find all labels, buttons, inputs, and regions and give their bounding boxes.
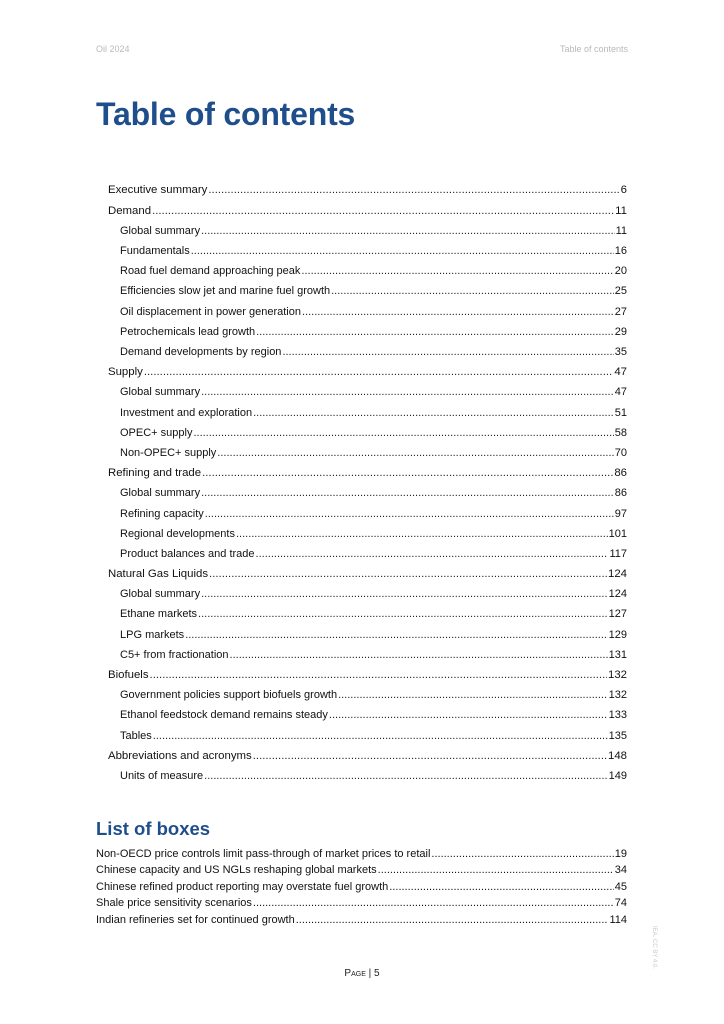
toc-page-number: 25: [614, 285, 627, 298]
toc-page-number: 117: [609, 547, 627, 560]
toc-page-number: 132: [608, 689, 627, 702]
list-of-boxes-title: List of boxes: [96, 818, 211, 839]
box-entry-title: Indian refineries set for continued growth: [96, 913, 295, 926]
dot-leader: [201, 386, 614, 398]
dot-leader: [144, 366, 613, 378]
toc-section-link[interactable]: [108, 689, 627, 709]
toc-section-link[interactable]: [108, 346, 627, 366]
box-list-link[interactable]: [96, 914, 627, 930]
toc-page-number: 148: [607, 749, 627, 762]
toc-page-number: 132: [607, 668, 627, 681]
dot-leader: [256, 326, 614, 338]
dot-leader: [296, 914, 609, 926]
toc-entry-title: Refining capacity: [120, 507, 204, 520]
toc-entry-title: Natural Gas Liquids: [108, 567, 209, 580]
toc-page-number: 20: [614, 265, 627, 278]
box-list-link[interactable]: [96, 848, 627, 864]
dot-leader: [150, 669, 607, 681]
toc-entry-title: Refining and trade: [108, 466, 202, 479]
dot-leader: [253, 750, 607, 762]
toc-section-link[interactable]: [108, 407, 627, 427]
toc-chapter-link[interactable]: [108, 467, 627, 488]
toc-page-number: 131: [608, 648, 627, 661]
toc-page-number: 127: [608, 608, 627, 621]
toc-section-link[interactable]: [108, 588, 627, 608]
dot-leader: [191, 245, 614, 257]
toc-chapter-link[interactable]: [108, 750, 627, 771]
toc-section-link[interactable]: [108, 427, 627, 447]
dot-leader: [302, 306, 614, 318]
dot-leader: [152, 205, 614, 217]
dot-leader: [378, 864, 614, 876]
dot-leader: [202, 467, 613, 479]
box-entry-title: Chinese capacity and US NGLs reshaping global markets: [96, 864, 377, 877]
toc-page-number: 35: [614, 345, 627, 358]
dot-leader: [153, 730, 608, 742]
toc-entry-title: Global summary: [120, 386, 201, 399]
toc-page-number: 16: [614, 245, 627, 258]
dot-leader: [331, 285, 614, 297]
box-list-link[interactable]: [96, 881, 627, 897]
toc-section-link[interactable]: [108, 730, 627, 750]
dot-leader: [236, 528, 608, 540]
toc-section-link[interactable]: [108, 285, 627, 305]
running-header-section: Table of contents: [559, 44, 628, 54]
box-list-link[interactable]: [96, 864, 627, 880]
toc-section-link[interactable]: [108, 770, 627, 790]
toc-page-number: 6: [620, 184, 627, 196]
dot-leader: [204, 770, 607, 782]
toc-entry-title: Oil displacement in power generation: [120, 305, 301, 318]
dot-leader: [389, 881, 613, 893]
toc-entry-title: Demand developments by region: [120, 345, 282, 358]
toc-section-link[interactable]: [108, 508, 627, 528]
toc-page-number: 47: [614, 365, 627, 378]
toc-entry-title: Efficiencies slow jet and marine fuel growth: [120, 285, 331, 298]
toc-page-number: 149: [608, 770, 627, 783]
box-page-number: 34: [614, 864, 627, 877]
dot-leader: [253, 897, 614, 909]
page-footer: [0, 968, 724, 979]
toc-page-number: 58: [614, 426, 627, 439]
box-page-number: 45: [614, 880, 627, 893]
toc-entry-title: Abbreviations and acronyms: [108, 749, 252, 762]
dot-leader: [338, 689, 608, 701]
toc-section-link[interactable]: [108, 548, 627, 568]
toc-entry-title: Non-OPEC+ supply: [120, 446, 217, 459]
toc-section-link[interactable]: [108, 608, 627, 628]
toc-chapter-link[interactable]: [108, 184, 627, 205]
toc-entry-title: Global summary: [120, 588, 201, 601]
toc-section-link[interactable]: [108, 629, 627, 649]
page-title: Table of contents: [96, 96, 356, 132]
toc-section-link[interactable]: [108, 528, 627, 548]
dot-leader: [329, 709, 608, 721]
toc-entry-title: Petrochemicals lead growth: [120, 325, 256, 338]
toc-section-link[interactable]: [108, 709, 627, 729]
toc-page-number: 124: [608, 588, 627, 601]
toc-page-number: 86: [614, 487, 627, 500]
toc-page-number: 97: [614, 507, 627, 520]
toc-entry-title: Ethanol feedstock demand remains steady: [120, 709, 328, 722]
list-of-boxes: [96, 848, 627, 930]
dot-leader: [209, 568, 607, 580]
toc-page-number: 29: [614, 325, 627, 338]
dot-leader: [185, 629, 607, 641]
toc-page-number: 11: [615, 204, 627, 217]
toc-section-link[interactable]: [108, 326, 627, 346]
toc-page-number: 135: [608, 729, 627, 742]
toc-page-number: 129: [608, 628, 627, 641]
toc-chapter-link[interactable]: [108, 366, 627, 387]
toc-page-number: 11: [615, 225, 627, 238]
box-entry-title: Shale price sensitivity scenarios: [96, 897, 252, 910]
toc-entry-title: OPEC+ supply: [120, 426, 193, 439]
toc-page-number: 47: [614, 386, 627, 399]
dot-leader: [208, 184, 619, 196]
toc-page-number: 70: [614, 446, 627, 459]
dot-leader: [431, 848, 613, 860]
dot-leader: [256, 548, 609, 560]
toc-section-link[interactable]: [108, 487, 627, 507]
dot-leader: [193, 427, 613, 439]
toc-section-link[interactable]: [108, 649, 627, 669]
dot-leader: [253, 407, 614, 419]
toc-page-number: 27: [614, 305, 627, 318]
page-number: 5: [374, 968, 380, 979]
toc-entry-title: Demand: [108, 204, 152, 217]
toc-entry-title: Ethane markets: [120, 608, 198, 621]
toc-section-link[interactable]: [108, 245, 627, 265]
dot-leader: [282, 346, 613, 358]
toc-entry-title: Biofuels: [108, 668, 149, 681]
toc-chapter-link[interactable]: [108, 568, 627, 589]
toc-entry-title: Tables: [120, 729, 152, 742]
toc-entry-title: Global summary: [120, 487, 201, 500]
toc-entry-title: Government policies support biofuels growth: [120, 689, 338, 702]
toc-page-number: 124: [607, 567, 627, 580]
toc-section-link[interactable]: [108, 386, 627, 406]
toc-entry-title: Executive summary: [108, 184, 208, 196]
box-entry-title: Non-OECD price controls limit pass-through of market prices to retail: [96, 848, 431, 860]
dot-leader: [198, 608, 608, 620]
toc-chapter-link[interactable]: [108, 669, 627, 690]
table-of-contents: [108, 184, 627, 790]
toc-page-number: 51: [614, 406, 627, 419]
box-page-number: 74: [614, 897, 627, 910]
dot-leader: [217, 447, 613, 459]
toc-entry-title: Global summary: [120, 225, 201, 238]
toc-entry-title: Units of measure: [120, 770, 204, 783]
toc-entry-title: LPG markets: [120, 628, 185, 641]
toc-chapter-link[interactable]: [108, 205, 627, 226]
toc-entry-title: C5+ from fractionation: [120, 648, 229, 661]
toc-section-link[interactable]: [108, 306, 627, 326]
box-list-link[interactable]: [96, 897, 627, 913]
toc-entry-title: Investment and exploration: [120, 406, 253, 419]
box-page-number: 19: [614, 848, 627, 860]
toc-section-link[interactable]: [108, 265, 627, 285]
box-page-number: 114: [609, 913, 627, 926]
dot-leader: [201, 487, 614, 499]
toc-entry-title: Supply: [108, 365, 143, 378]
toc-section-link[interactable]: [108, 447, 627, 467]
dot-leader: [201, 588, 608, 600]
page-separator: |: [365, 968, 375, 979]
toc-page-number: 133: [608, 709, 627, 722]
dot-leader: [230, 649, 608, 661]
page-label: Page: [344, 968, 366, 979]
toc-entry-title: Product balances and trade: [120, 547, 255, 560]
toc-entry-title: Fundamentals: [120, 245, 190, 258]
toc-entry-title: Road fuel demand approaching peak: [120, 265, 301, 278]
license-watermark: IEA. CC BY 4.0.: [651, 926, 657, 969]
toc-page-number: 101: [608, 527, 627, 540]
toc-entry-title: Regional developments: [120, 527, 235, 540]
running-header-title: Oil 2024: [96, 44, 130, 54]
box-entry-title: Chinese refined product reporting may overstate fuel growth: [96, 880, 389, 893]
dot-leader: [205, 508, 614, 520]
toc-section-link[interactable]: [108, 225, 627, 245]
dot-leader: [301, 265, 613, 277]
dot-leader: [201, 225, 615, 237]
toc-page-number: 86: [614, 466, 627, 479]
